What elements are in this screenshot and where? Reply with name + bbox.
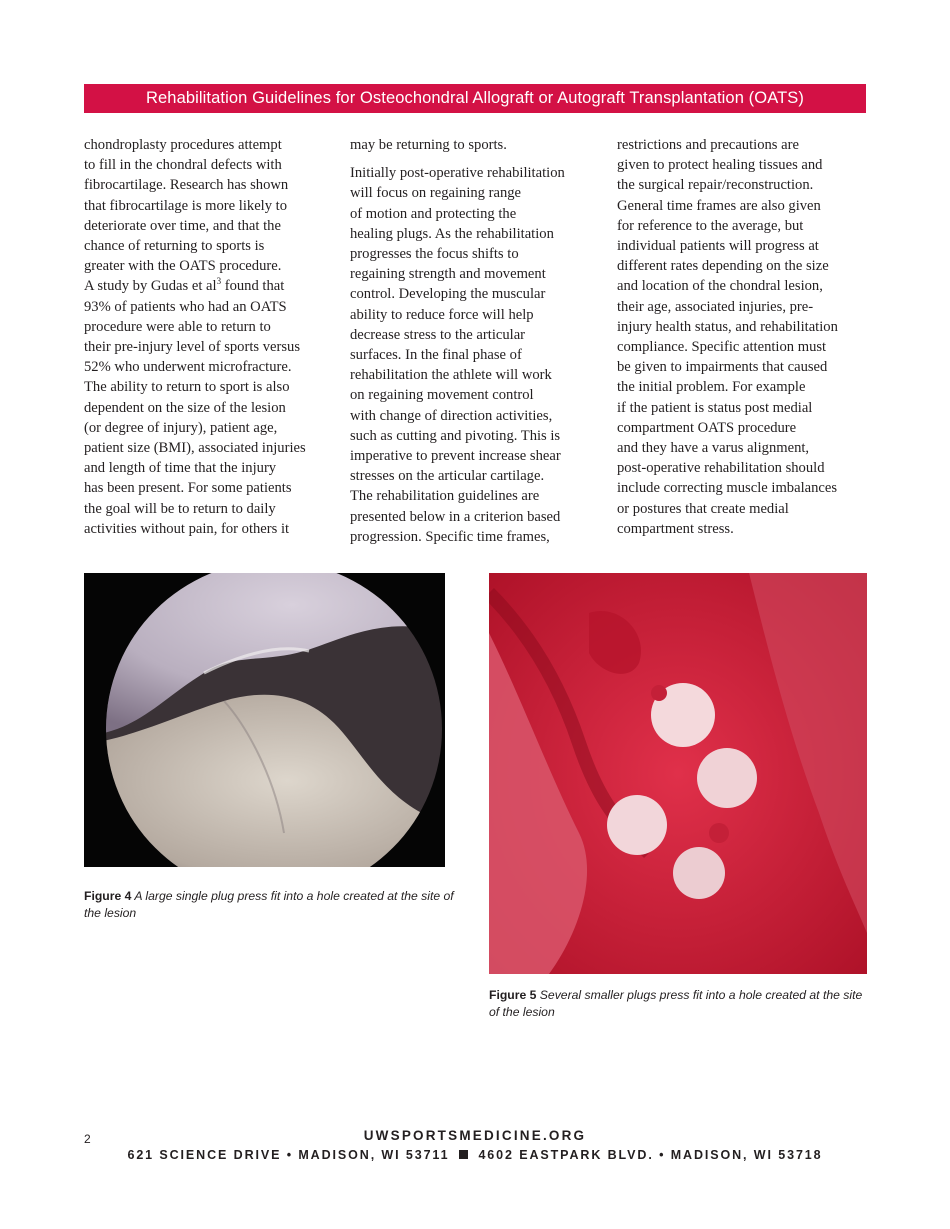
text-line: patient size (BMI), associated injuries	[84, 440, 306, 457]
figure-label: Figure 5	[489, 988, 537, 1002]
text-line: their age, associated injuries, pre-	[617, 298, 814, 315]
text-line: and length of time that the injury	[84, 460, 277, 477]
text-line: 52% who underwent microfracture.	[84, 359, 292, 376]
text-line: compliance. Specific attention must	[617, 339, 827, 356]
text-line: chondroplasty procedures attempt	[84, 137, 282, 153]
text-line: and location of the chondral lesion,	[617, 278, 823, 295]
figure-5-image	[489, 573, 867, 974]
figure-caption-text: A large single plug press fit into a hole created at the site of the lesion	[84, 889, 454, 920]
text-segment: A study by Gudas et al	[84, 278, 217, 295]
text-line: General time frames are also given	[617, 197, 821, 214]
text-line: the surgical repair/reconstruction.	[617, 177, 814, 194]
text-line: different rates depending on the size	[617, 258, 829, 275]
text-line: presented below in a criterion based	[350, 508, 561, 525]
text-line: healing plugs. As the rehabilitation	[350, 225, 554, 242]
figure-label: Figure 4	[84, 889, 132, 903]
paragraph	[350, 163, 602, 547]
paragraph	[617, 135, 869, 539]
paragraph	[84, 135, 336, 539]
text-line: include correcting muscle imbalances	[617, 480, 838, 497]
header-bar	[84, 84, 866, 113]
text-line: or postures that create medial	[617, 500, 789, 517]
figure-caption-text: Several smaller plugs press fit into a hole created at the site of the lesion	[489, 988, 863, 1019]
text-line: be given to impairments that caused	[617, 359, 828, 376]
surgical-photo-illustration	[489, 573, 867, 974]
text-line: (or degree of injury), patient age,	[84, 419, 278, 436]
text-line: deteriorate over time, and that the	[84, 217, 281, 234]
text-line: 93% of patients who had an OATS	[84, 298, 287, 315]
text-line: may be returning to sports.	[350, 137, 507, 153]
text-line: injury health status, and rehabilitation	[617, 318, 838, 335]
paragraph	[350, 135, 602, 155]
text-line: stresses on the articular cartilage.	[350, 468, 545, 485]
text-line: fibrocartilage. Research has shown	[84, 177, 289, 194]
figure-4-image	[84, 573, 445, 867]
text-line: compartment stress.	[617, 520, 734, 537]
text-segment: found that	[221, 278, 285, 295]
text-line: of motion and protecting the	[350, 205, 517, 222]
text-line: will focus on regaining range	[350, 185, 522, 202]
text-line: to fill in the chondral defects with	[84, 157, 282, 174]
text-line: control. Developing the muscular	[350, 286, 546, 303]
text-line: surfaces. In the final phase of	[350, 347, 522, 364]
text-column-1	[84, 135, 336, 539]
arthroscopic-view-illustration	[84, 573, 445, 867]
text-line: such as cutting and pivoting. This is	[350, 427, 561, 444]
text-line: if the patient is status post medial	[617, 399, 813, 416]
text-line: compartment OATS procedure	[617, 419, 797, 436]
text-line: decrease stress to the articular	[350, 326, 526, 343]
text-line: procedure were able to return to	[84, 318, 271, 335]
text-line: and they have a varus alignment,	[617, 440, 810, 457]
figure-5-caption	[489, 987, 874, 1021]
footer-address	[0, 1148, 950, 1162]
text-line: rehabilitation the athlete will work	[350, 367, 552, 384]
text-line: progresses the focus shifts to	[350, 246, 519, 263]
text-line: The ability to return to sport is also	[84, 379, 290, 396]
text-line: chance of returning to sports is	[84, 238, 265, 255]
text-line: the goal will be to return to daily	[84, 500, 276, 517]
text-line: greater with the OATS procedure.	[84, 258, 282, 275]
text-line: with change of direction activities,	[350, 407, 553, 424]
citation-superscript: 3	[216, 276, 222, 287]
text-column-2	[350, 135, 602, 547]
text-line: imperative to prevent increase shear	[350, 448, 561, 465]
text-line: post-operative rehabilitation should	[617, 460, 825, 477]
text-line: has been present. For some patients	[84, 480, 292, 497]
text-line: The rehabilitation guidelines are	[350, 488, 540, 505]
text-line: for reference to the average, but	[617, 217, 804, 234]
text-line	[84, 276, 336, 296]
text-line: that fibrocartilage is more likely to	[84, 197, 288, 214]
text-line: dependent on the size of the lesion	[84, 399, 286, 416]
page-title: Rehabilitation Guidelines for Osteochondral Allograft or Autograft Transplantation (OATS)	[146, 89, 804, 107]
text-line: restrictions and precautions are	[617, 137, 799, 153]
text-line: on regaining movement control	[350, 387, 534, 404]
square-separator-icon	[459, 1150, 468, 1159]
text-line: progression. Specific time frames,	[350, 528, 550, 545]
text-line: their pre-injury level of sports versus	[84, 339, 301, 356]
text-line: the initial problem. For example	[617, 379, 806, 396]
text-line: Initially post-operative rehabilitation	[350, 165, 565, 182]
footer-website: UWSPORTSMEDICINE.ORG	[363, 1128, 587, 1143]
text-line: regaining strength and movement	[350, 266, 546, 283]
text-line: activities without pain, for others it	[84, 520, 290, 537]
address-secondary: 4602 EASTPARK BLVD. • MADISON, WI 53718	[478, 1148, 823, 1162]
figure-4-caption	[84, 888, 454, 922]
text-line: ability to reduce force will help	[350, 306, 534, 323]
text-column-3	[617, 135, 869, 539]
text-line: given to protect healing tissues and	[617, 157, 823, 174]
page-number: 2	[84, 1132, 91, 1146]
text-line: individual patients will progress at	[617, 238, 819, 255]
address-primary: 621 SCIENCE DRIVE • MADISON, WI 53711	[127, 1148, 450, 1162]
